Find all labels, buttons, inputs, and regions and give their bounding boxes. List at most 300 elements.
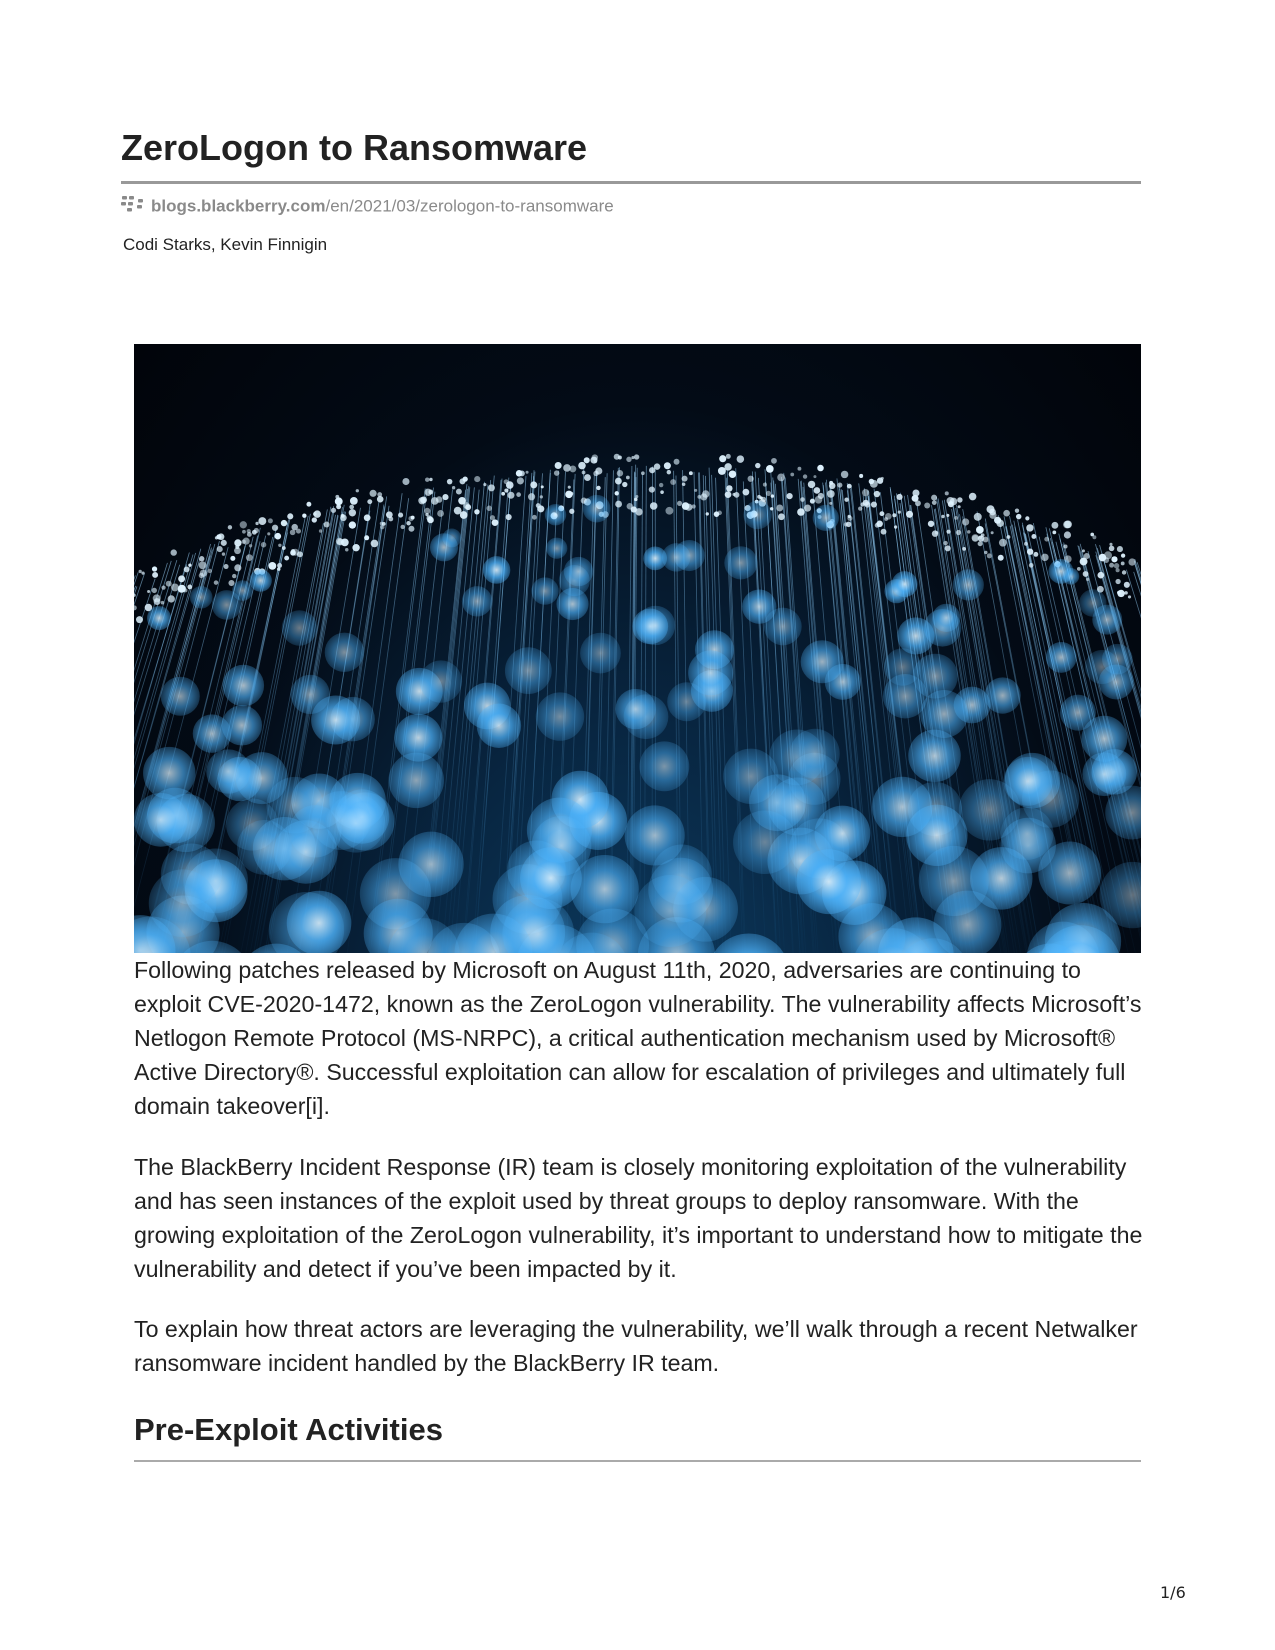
fiber-tip (161, 586, 165, 590)
fiber-tip (1027, 549, 1033, 555)
fiber-tip (382, 522, 386, 526)
fiber-tip (1109, 543, 1112, 546)
fiber-tip (243, 538, 250, 545)
fiber-tip (915, 500, 921, 506)
fiber-tip (670, 479, 676, 485)
fiber-tip (281, 520, 287, 526)
fiber-tip (296, 529, 301, 534)
fiber-tip (278, 544, 281, 547)
fiber-tip (488, 484, 495, 491)
fiber-strand (727, 470, 745, 953)
fiber-tip (945, 545, 951, 551)
fiber-tip (1128, 558, 1135, 565)
fiber-tip (748, 476, 754, 482)
fiber-tip (797, 508, 805, 516)
fiber-tip (506, 481, 514, 489)
fiber-tip (743, 489, 750, 496)
fiber-tip (336, 538, 343, 545)
fiber-tip (221, 540, 227, 546)
bokeh-light (743, 501, 772, 530)
bokeh-light (430, 533, 458, 561)
fiber-tip (530, 481, 537, 488)
fiber-tip (418, 497, 425, 504)
fiber-tip (425, 477, 429, 481)
fiber-tip (232, 574, 236, 578)
fiber-tip (677, 501, 682, 506)
fiber-tip (827, 490, 835, 498)
bokeh-light (1079, 589, 1106, 616)
fiber-tip (427, 517, 434, 524)
fiber-tip (615, 501, 622, 508)
bokeh-light (564, 557, 593, 586)
fiber-tip (537, 505, 544, 512)
fiber-tip (319, 529, 323, 533)
fiber-tip (139, 570, 142, 573)
fiber-tip (875, 523, 880, 528)
fiber-tip (800, 497, 805, 502)
fiber-tip (1016, 514, 1021, 519)
fiber-tip (858, 506, 862, 510)
fiber-tip (829, 481, 833, 485)
fiber-tip (408, 526, 414, 532)
fiber-tip (761, 497, 766, 502)
fiber-tip (371, 540, 379, 548)
fiber-tip (818, 493, 824, 499)
fiber-tip (188, 564, 191, 567)
fiber-tip (634, 454, 639, 459)
fiber-tip (622, 482, 627, 487)
fiber-tip (568, 486, 571, 489)
fiber-strand (725, 471, 743, 953)
article-authors: Codi Starks, Kevin Finnigin (123, 235, 328, 254)
source-link[interactable] (121, 195, 614, 219)
bokeh-light (639, 741, 689, 791)
fiber-tip (402, 478, 409, 485)
bokeh-light (634, 875, 706, 947)
fiber-tip (641, 471, 645, 475)
fiber-tip (474, 476, 480, 482)
fiber-tip (841, 471, 848, 478)
fiber-tip (1063, 521, 1071, 529)
bokeh-light (636, 606, 675, 645)
fiber-tip (302, 514, 306, 518)
fiber-tip (161, 601, 165, 605)
fiber-tip (504, 488, 508, 492)
bokeh-light (1082, 752, 1126, 796)
fiber-tip (584, 457, 590, 463)
fiber-tip (729, 470, 737, 478)
fiber-tip (664, 462, 671, 469)
bokeh-light (932, 604, 960, 632)
fiber-tip (665, 507, 673, 515)
fiber-tip (797, 467, 801, 471)
fiber-tip (967, 530, 970, 533)
fiber-tip (1051, 522, 1058, 529)
fiber-tip (268, 518, 273, 523)
fiber-tip (569, 509, 574, 514)
fiber-tip (284, 556, 289, 561)
fiber-tip (187, 584, 192, 589)
fiber-tip (555, 462, 562, 469)
fiber-tip (134, 605, 137, 610)
fiber-tip (766, 465, 774, 473)
fiber-tip (786, 493, 792, 499)
fiber-tip (272, 525, 278, 531)
fiber-tip (969, 493, 977, 501)
fiber-tip (331, 508, 336, 513)
fiber-tip (946, 514, 949, 517)
fiber-tip (1033, 552, 1038, 557)
bokeh-light (1099, 664, 1134, 699)
fiber-tip (208, 569, 212, 573)
bokeh-light (311, 695, 360, 744)
fiber-tip (168, 595, 175, 602)
fiber-tip (214, 580, 219, 585)
fiber-tip (1084, 553, 1090, 559)
fiber-tip (282, 546, 286, 550)
fiber-tip (398, 513, 403, 518)
fiber-tip (689, 471, 693, 475)
fiber-tip (1115, 579, 1120, 584)
fiber-tip (674, 459, 680, 465)
fiber-tip (615, 478, 622, 485)
fiber-tip (249, 544, 252, 547)
fiber-tip (1003, 510, 1010, 517)
fiber-tip (881, 477, 884, 480)
fiber-tip (255, 522, 258, 525)
bokeh-light (1046, 642, 1077, 673)
fiber-tip (626, 457, 631, 462)
fiber-tip (1109, 563, 1114, 568)
bokeh-light (825, 664, 861, 700)
fiber-tip (337, 504, 340, 507)
fiber-tip (725, 491, 732, 498)
fiber-tip (862, 489, 869, 496)
fiber-tip (974, 513, 982, 521)
fiber-tip (460, 511, 468, 519)
paragraph-ir-team: The BlackBerry Incident Response (IR) team is closely monitoring exploitation of the vulnerability and has seen instances of the exploit used by threat groups to deploy ransomware. With the growing exploitation of the ZeroLogon vulnerability, it’s important to understand how to mitigate the vulnerability and detect if you’ve been impacted by it. (134, 1154, 1143, 1282)
fiber-tip (1007, 535, 1011, 539)
fiber-tip (844, 497, 848, 501)
fiber-tip (987, 553, 992, 558)
fiber-tip (884, 517, 888, 521)
fiber-tip (962, 547, 966, 551)
fiber-tip (490, 515, 495, 520)
bokeh-light (1001, 807, 1054, 860)
fiber-tip (906, 511, 913, 518)
bokeh-light (615, 689, 655, 729)
fiber-tip (570, 492, 573, 495)
fiber-tip (924, 502, 930, 508)
bokeh-light (206, 749, 250, 793)
fiber-tip (275, 533, 282, 540)
fiber-tip (874, 491, 880, 497)
fiber-tip (1128, 595, 1131, 598)
fiber-tip (153, 594, 161, 602)
fiber-tip (1077, 567, 1081, 571)
fiber-tip (999, 539, 1007, 547)
fiber-tip (634, 498, 638, 502)
fiber-tip (700, 493, 707, 500)
fiber-tip (166, 581, 172, 587)
paragraph-intro: Following patches released by Microsoft on August 11th, 2020, adversaries are continuing to exploit CVE-2020-1472, known as the ZeroLogon vulnerability. The vulnerability affects Microsoft’s Netlogon Remote Protocol (MS-NRPC), a critical authentication mechanism used by Microsoft® Active Directory®. Successful exploitation can allow for escalation of privileges and ultimately full domain takeover[i]. (134, 957, 1142, 1119)
fiber-tip (635, 508, 642, 515)
fiber-tip (898, 511, 901, 514)
fiber-tip (766, 491, 771, 496)
fiber-tip (763, 483, 767, 487)
fiber-tip (324, 522, 330, 528)
fiber-tip (1121, 554, 1125, 558)
fiber-tip (1064, 531, 1071, 538)
fiber-tip (726, 454, 731, 459)
fiber-tip (458, 497, 466, 505)
fiber-tip (386, 511, 393, 518)
fiber-tip (790, 473, 794, 477)
section-divider (134, 1460, 1141, 1462)
fiber-tip (1121, 562, 1125, 566)
fiber-tip (261, 542, 267, 548)
bokeh-light (282, 610, 317, 645)
fiber-tip (734, 492, 740, 498)
fiber-tip (1086, 578, 1089, 581)
fiber-tip (1124, 582, 1130, 588)
fiber-tip (277, 567, 281, 571)
fiber-tip (463, 476, 468, 481)
fiber-tip (957, 497, 962, 502)
bokeh-light (398, 832, 463, 897)
fiber-tip (945, 491, 949, 495)
fiber-tip (804, 505, 811, 512)
fiber-tip (431, 497, 439, 505)
bokeh-light (249, 569, 271, 591)
fiber-tip (141, 572, 144, 575)
bokeh-light (545, 504, 566, 525)
title-divider (121, 181, 1141, 184)
paragraph-walkthrough: To explain how threat actors are leveraging the vulnerability, we’ll walk through a recent Netwalker ransomware incident handled by the BlackBerry IR team. (134, 1316, 1138, 1376)
bokeh-light (662, 543, 691, 572)
bokeh-light (908, 730, 961, 783)
fiber-tip (659, 483, 663, 487)
bokeh-light (625, 805, 685, 865)
fiber-tip (719, 455, 726, 462)
fiber-tip (618, 456, 622, 460)
fiber-tip (506, 514, 512, 520)
bokeh-light (984, 677, 1020, 713)
bokeh-light (580, 633, 621, 674)
fiber-tip (879, 511, 884, 516)
fiber-tip (1044, 537, 1049, 542)
fiber-tip (803, 474, 807, 478)
bokeh-light (1060, 695, 1096, 731)
fiber-tip (230, 556, 235, 561)
fiber-tip (837, 482, 842, 487)
fiber-tip (660, 490, 664, 494)
bokeh-light (223, 665, 265, 707)
fiber-tip (737, 455, 744, 462)
fiber-tip (1041, 554, 1048, 561)
fiber-tip (474, 509, 479, 514)
fiber-tip (483, 483, 486, 486)
fiber-tip (972, 534, 979, 541)
fiber-tip (847, 484, 852, 489)
fiber-tip (312, 517, 317, 522)
fiber-tip (501, 492, 505, 496)
blackberry-logo-icon (121, 195, 145, 219)
fiber-tip (406, 521, 410, 525)
fiber-tip (217, 546, 223, 552)
fiber-tip (367, 499, 372, 504)
bokeh-light (688, 650, 733, 695)
fiber-strand (752, 482, 776, 953)
fiber-tip (667, 470, 671, 474)
bokeh-light (232, 580, 253, 601)
fiber-tip (829, 502, 832, 505)
fiber-tip (692, 504, 696, 508)
fiber-tip (447, 479, 453, 485)
fiber-tip (516, 492, 521, 497)
fiber-tip (962, 518, 969, 525)
fiber-tip (847, 516, 852, 521)
fiber-tip (1117, 591, 1121, 595)
fiber-tip (1099, 554, 1107, 562)
fiber-tip (810, 499, 815, 504)
fiber-tip (1024, 542, 1028, 546)
fiber-tip (615, 491, 619, 495)
bokeh-light (813, 505, 839, 531)
fiber-tip (626, 476, 630, 480)
bokeh-light (149, 869, 217, 937)
fiber-tip (516, 470, 523, 477)
fiber-tip (1117, 546, 1123, 552)
bokeh-light (420, 660, 462, 702)
fiber-tip (595, 467, 602, 474)
fiber-tip (881, 529, 887, 535)
source-path: /en/2021/03/zerologon-to-ransomware (325, 196, 614, 216)
fiber-tip (152, 588, 157, 593)
bokeh-light (583, 495, 611, 523)
fiber-tip (871, 502, 877, 508)
fiber-tip (989, 512, 996, 519)
fiber-tip (242, 530, 246, 534)
fiber-tip (526, 471, 529, 474)
fiber-tip (507, 492, 514, 499)
fiber-tip (1029, 563, 1034, 568)
fiber-tip (517, 477, 524, 484)
fiber-tip (377, 492, 382, 497)
fiber-tip (617, 470, 623, 476)
fiber-tip (635, 495, 638, 498)
fiber-tip (216, 534, 221, 539)
bokeh-light (872, 777, 932, 837)
fiber-tip (726, 485, 732, 491)
fiber-tip (486, 506, 491, 511)
fiber-tip (892, 513, 896, 517)
fiber-tip (228, 580, 234, 586)
fiber-tip (540, 495, 543, 498)
fiber-tip (978, 541, 983, 546)
fiber-tip (401, 525, 405, 529)
fiber-tip (350, 497, 358, 505)
fiber-tip (1114, 563, 1119, 568)
fiber-tip (171, 583, 179, 591)
fiber-tip (706, 512, 709, 515)
section-heading: Pre-Exploit Activities (134, 1412, 443, 1447)
fiber-tip (554, 470, 559, 475)
fiber-tip (1090, 533, 1094, 537)
fiber-tip (349, 521, 356, 528)
fiber-tip (1025, 516, 1029, 520)
fiber-tip (437, 510, 444, 517)
fiber-tip (954, 516, 958, 520)
bokeh-light (913, 654, 958, 699)
fiber-tip (718, 467, 726, 475)
fiber-tip (369, 490, 376, 497)
fiber-tip (425, 489, 432, 496)
bokeh-light (1004, 757, 1053, 806)
fiber-tip (234, 564, 241, 571)
fiber-strand (752, 476, 777, 953)
fiber-tip (297, 551, 303, 557)
fiber-tip (199, 561, 207, 569)
fiber-tip (864, 502, 870, 508)
bokeh-light (134, 793, 188, 847)
fiber-tip (998, 555, 1004, 561)
fiber-tip (349, 505, 354, 510)
fiber-tip (584, 474, 591, 481)
fiber-tip (991, 531, 994, 534)
fiber-tip (171, 549, 177, 555)
bokeh-light (161, 677, 200, 716)
fiber-tip (442, 494, 448, 500)
fiber-tip (134, 594, 136, 597)
fiber-tip (313, 510, 321, 518)
fiber-tip (777, 474, 785, 482)
fiber-tip (984, 551, 987, 554)
fiber-tip (222, 552, 225, 555)
fiber-tip (1122, 570, 1126, 574)
fiber-tip (697, 495, 701, 499)
fiber-tip (200, 569, 207, 576)
fiber-tip (258, 517, 266, 525)
fiber-tip (935, 531, 938, 534)
bokeh-light (477, 704, 521, 748)
bokeh-light (790, 729, 840, 779)
bokeh-light (505, 647, 552, 694)
fiber-tip (532, 515, 537, 520)
fiber-tip (178, 588, 183, 593)
bokeh-light (556, 588, 588, 620)
fiber-tip (456, 489, 462, 495)
fiber-tip (590, 457, 597, 464)
fiber-tip (859, 474, 863, 478)
fiber-tip (896, 494, 902, 500)
fiber-tip (136, 616, 143, 623)
fiber-tip (452, 486, 455, 489)
fiber-tip (183, 588, 187, 592)
fiber-tip (277, 563, 282, 568)
fiber-tip (429, 478, 432, 481)
fiber-tip (411, 516, 415, 520)
fiber-tip (714, 511, 720, 517)
fiber-tip (778, 513, 785, 520)
fiber-strand (134, 572, 138, 953)
fiber-tip (808, 481, 815, 488)
fiber-tip (1083, 571, 1089, 577)
bokeh-light (327, 794, 386, 853)
fiber-tip (776, 505, 783, 512)
bokeh-light (531, 577, 558, 604)
fiber-tip (424, 508, 430, 514)
